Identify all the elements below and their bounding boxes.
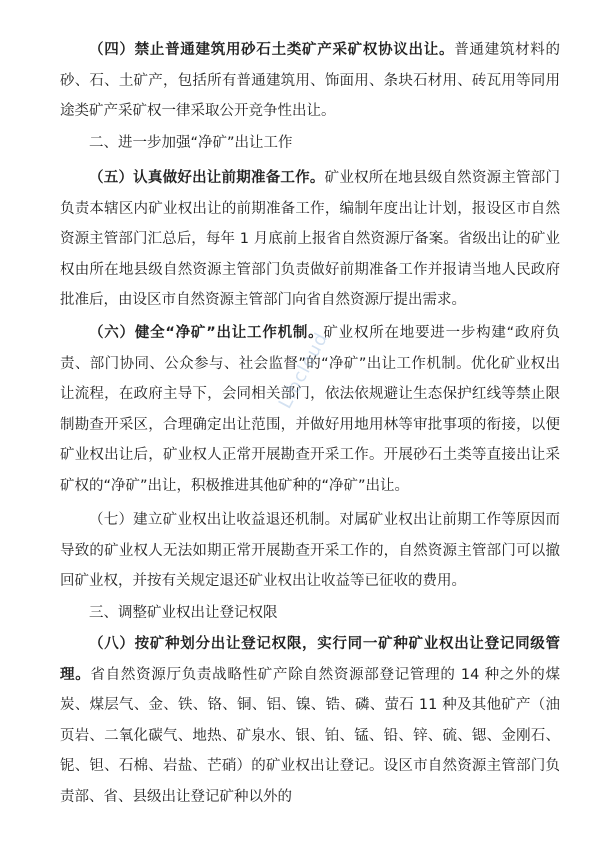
watermark: Libcloud xyxy=(274,328,333,413)
paragraph-7 xyxy=(60,505,560,597)
paragraph-8-body: 省自然资源厅负责战略性矿产除自然资源部登记管理的 14 种之外的煤炭、煤层气、金、铁、铬、铜、铝、镍、锆、磷、萤石 11 种及其他矿产（油页岩、二氧化碳气、地热、矿泉水、银、铂、锰、铅、锌、硫、锶、金刚石、铌、钽、石棉、岩盐、芒硝）的矿业权出让登记。设区市自然资源主管部门负责部、省、县级出让登记矿种以外的 xyxy=(60,666,561,805)
paragraph-6-body: 矿业权所在地要进一步构建“政府负责、部门协同、公众参与、社会监督”的“净矿”出让工作机制。优化矿业权出让流程，在政府主导下，会同相关部门，依法依规避让生态保护红线等禁止限制勘查开采区，合理确定出让范围，并做好用地用林等审批事项的衔接，以便矿业权出让后，矿业权人正常开展勘查开采工作。开展砂石土类等直接出让采矿权的“净矿”出让，积极推进其他矿种的“净矿”出让。 xyxy=(60,325,560,494)
paragraph-4 xyxy=(60,35,560,127)
section-heading-3-text: 三、调整矿业权出让登记权限 xyxy=(89,605,278,621)
paragraph-4-body: 普通建筑材料的砂、石、土矿产，包括所有普通建筑用、饰面用、条块石材用、砖瓦用等同用途类矿产采矿权一律采取公开竞争性出让。 xyxy=(60,42,561,119)
section-heading-3 xyxy=(60,598,560,629)
section-heading-2 xyxy=(60,128,560,159)
paragraph-7-body: （七）建立矿业权出让收益退还机制。对属矿业权出让前期工作等原因而导致的矿业权人无法如期正常开展勘查开采工作的，自然资源主管部门可以撤回矿业权，并按有关规定退还矿业权出让收益等已征收的费用。 xyxy=(60,512,560,589)
paragraph-6-heading: （六）健全“净矿”出让工作机制。 xyxy=(89,325,324,341)
paragraph-5-body: 矿业权所在地县级自然资源主管部门负责本辖区内矿业权出让的前期准备工作，编制年度出让计划，报设区市自然资源主管部门汇总后，每年 1 月底前上报省自然资源厅备案。省级出让的矿业权由所在地县级自然资源主管部门负责做好前期准备工作并报请当地人民政府批准后，由设区市自然资源主管部门向省自然资源厅提出需求。 xyxy=(60,170,561,308)
paragraph-4-heading: （四）禁止普通建筑用砂石土类矿产采矿权协议出让。 xyxy=(89,42,455,58)
paragraph-5 xyxy=(60,163,560,316)
section-heading-2-text: 二、进一步加强“净矿”出让工作 xyxy=(89,135,293,151)
paragraph-5-heading: （五）认真做好出让前期准备工作。 xyxy=(89,170,325,186)
paragraph-8 xyxy=(60,629,560,812)
paragraph-8-heading: （八）按矿种划分出让登记权限，实行同一矿种矿业权出让登记同级管理。 xyxy=(60,636,560,683)
